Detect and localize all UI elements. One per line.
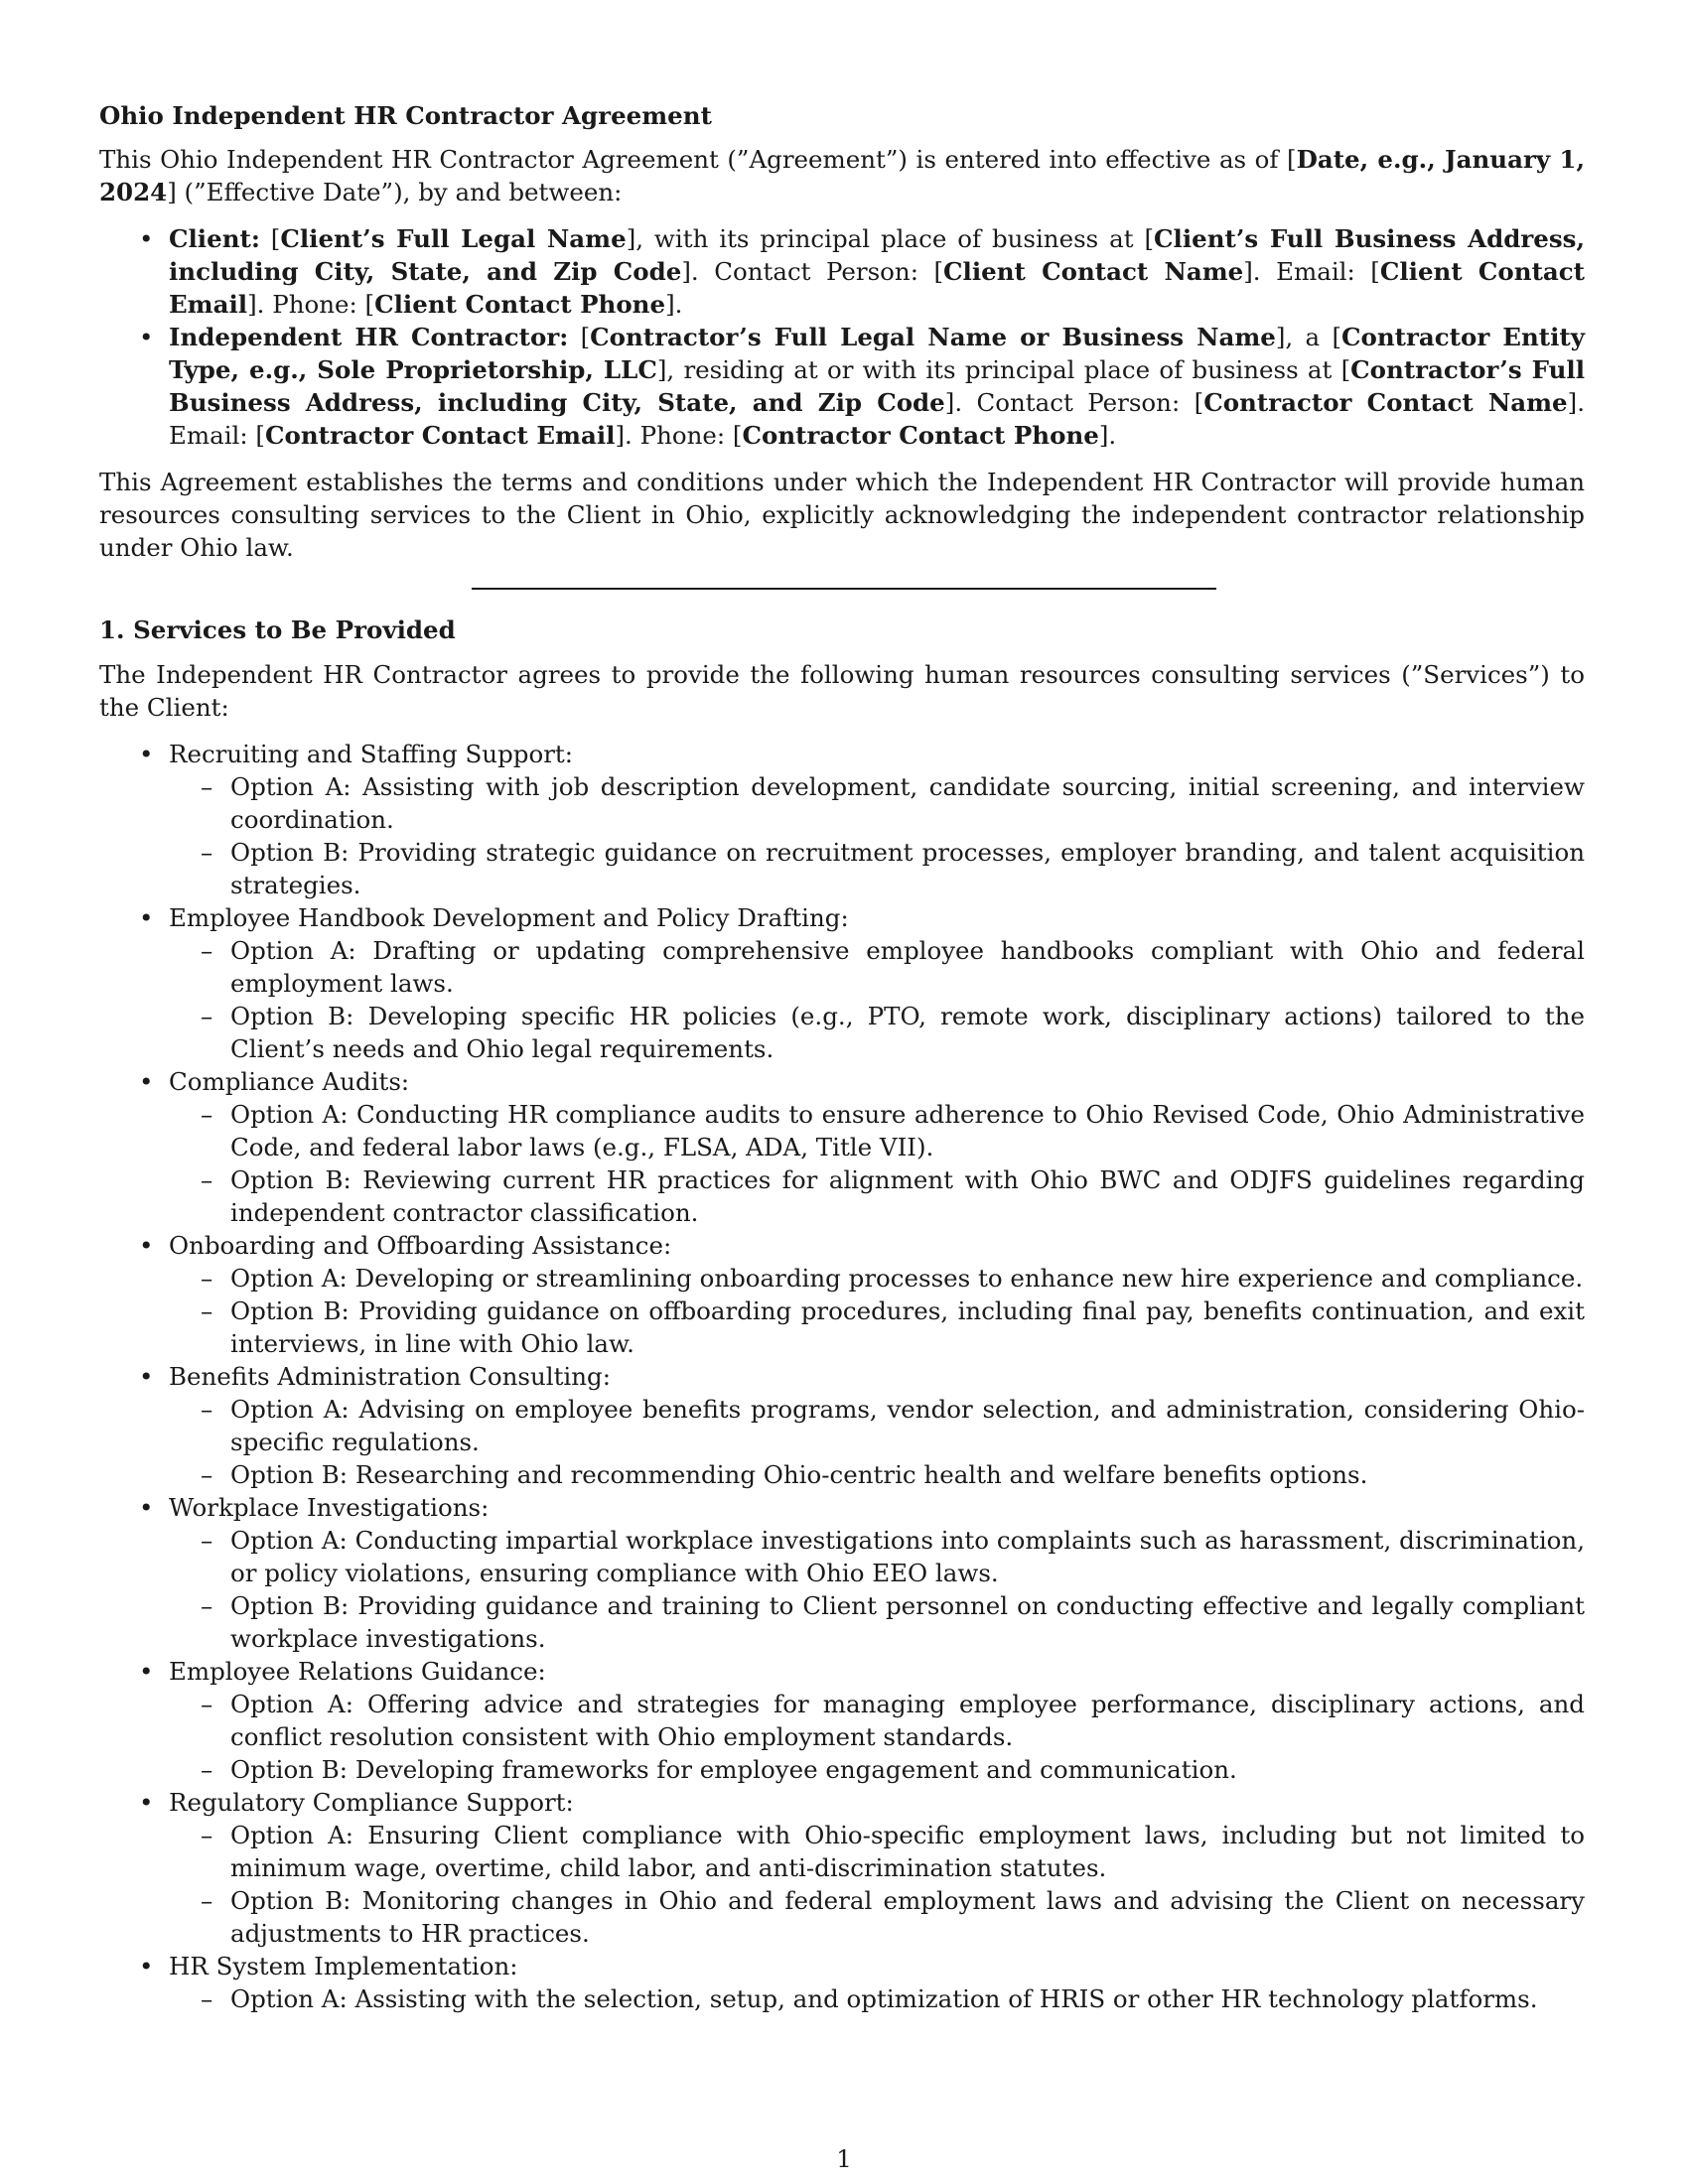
party-text: ], with its principal place of business at [ <box>626 224 1155 253</box>
service-title: Workplace Investigations: <box>169 1493 490 1522</box>
service-option-item: – Option A: Ensuring Client compliance with Ohio-specific employment laws, including but not limited to minimum wage, overtime, child labor, and anti-discrimination statutes. <box>169 1819 1585 1884</box>
service-option-item: – Option B: Providing guidance on offboarding procedures, including final pay, benefits continuation, and exit interviews, in line with Ohio law. <box>169 1295 1585 1360</box>
page-number: 1 <box>836 2144 852 2173</box>
party-text: [ <box>568 323 591 351</box>
service-item <box>99 1655 1585 1786</box>
service-item <box>99 738 1585 901</box>
service-item <box>99 1786 1585 1950</box>
contractor-address-placeholder: Contractor’s Full Business Address, including City, State, and Zip Code <box>169 355 1585 417</box>
service-title: Compliance Audits: <box>169 1067 410 1096</box>
service-options-list <box>169 1688 1585 1786</box>
contractor-name-placeholder: Contractor’s Full Legal Name or Business Name <box>590 323 1276 351</box>
service-option-item: – Option B: Monitoring changes in Ohio and federal employment laws and advising the Client on necessary adjustments to HR practices. <box>169 1884 1585 1950</box>
parties-list <box>99 222 1585 452</box>
section-heading: 1. Services to Be Provided <box>99 615 456 644</box>
service-title: Regulatory Compliance Support: <box>169 1788 574 1817</box>
service-option-item: – Option B: Researching and recommending Ohio-centric health and welfare benefits options. <box>169 1458 1585 1491</box>
intro-paragraph <box>99 143 1585 208</box>
service-option-item: – Option B: Providing strategic guidance on recruitment processes, employer branding, and talent acquisition strategies. <box>169 836 1585 901</box>
service-item <box>99 1065 1585 1229</box>
contractor-contact-name-placeholder: Contractor Contact Name <box>1203 388 1568 417</box>
client-name-placeholder: Client’s Full Legal Name <box>280 224 627 253</box>
service-options-list <box>169 1393 1585 1491</box>
service-item <box>99 1360 1585 1491</box>
party-text: ]. <box>665 290 683 319</box>
service-options-list <box>169 1524 1585 1655</box>
contractor-phone-placeholder: Contractor Contact Phone <box>742 421 1099 450</box>
service-option-item: – Option A: Assisting with job description development, candidate sourcing, initial screening, and interview coordination. <box>169 770 1585 836</box>
service-item <box>99 1229 1585 1360</box>
service-option-item: – Option A: Conducting impartial workplace investigations into complaints such as harassment, discrimination, or policy violations, ensuring compliance with Ohio EEO laws. <box>169 1524 1585 1589</box>
party-text: ]. Contact Person: [ <box>944 388 1204 417</box>
client-address-placeholder: Client’s Full Business Address, including City, State, and Zip Code <box>169 224 1585 286</box>
party-text: ], residing at or with its principal place of business at [ <box>656 355 1351 384</box>
service-options-list <box>169 770 1585 901</box>
party-text: ], a [ <box>1275 323 1342 351</box>
service-title: Employee Relations Guidance: <box>169 1657 546 1686</box>
service-option-item: – Option A: Assisting with the selection, setup, and optimization of HRIS or other HR technology platforms. <box>169 1982 1585 2015</box>
party-text: ]. Email: [ <box>169 388 1585 450</box>
service-option-item: – Option A: Offering advice and strategies for managing employee performance, disciplinary actions, and conflict resolution consistent with Ohio employment standards. <box>169 1688 1585 1753</box>
service-options-list <box>169 1819 1585 1950</box>
service-item <box>99 901 1585 1065</box>
service-title: HR System Implementation: <box>169 1952 518 1980</box>
service-options-list <box>169 1982 1585 2015</box>
service-item <box>99 1950 1585 2015</box>
effective-date-placeholder: Date, e.g., January 1, 2024 <box>99 145 1585 206</box>
party-text: [ <box>259 224 281 253</box>
party-text: ]. Email: [ <box>1243 257 1380 286</box>
intro-text: ] (”Effective Date”), by and between: <box>167 178 623 206</box>
client-contact-name-placeholder: Client Contact Name <box>943 257 1244 286</box>
services-list <box>99 738 1585 2015</box>
client-label: Client: <box>169 224 260 253</box>
intro-text: This Ohio Independent HR Contractor Agreement (”Agreement”) is entered into effective as of [ <box>99 145 1297 174</box>
service-option-item: – Option A: Developing or streamlining onboarding processes to enhance new hire experience and compliance. <box>169 1262 1585 1295</box>
service-options-list <box>169 934 1585 1065</box>
horizontal-divider <box>472 588 1216 590</box>
service-option-item: – Option A: Drafting or updating comprehensive employee handbooks compliant with Ohio and federal employment laws. <box>169 934 1585 1000</box>
party-text: ]. Phone: [ <box>247 290 375 319</box>
client-party-item <box>99 222 1585 321</box>
service-title: Recruiting and Staffing Support: <box>169 740 574 768</box>
service-options-list <box>169 1262 1585 1360</box>
contractor-entity-placeholder: Contractor Entity Type, e.g., Sole Proprietorship, LLC <box>169 323 1585 384</box>
party-text: ]. <box>1098 421 1117 450</box>
contractor-label: Independent HR Contractor: <box>169 323 569 351</box>
party-text: ]. Contact Person: [ <box>681 257 944 286</box>
purpose-paragraph: This Agreement establishes the terms and conditions under which the Independent HR Contractor will provide human resources consulting services to the Client in Ohio, explicitly acknowledging the independent contractor relationship under Ohio law. <box>99 468 1585 562</box>
service-options-list <box>169 1098 1585 1229</box>
service-option-item: – Option B: Reviewing current HR practices for alignment with Ohio BWC and ODJFS guidelines regarding independent contractor classification. <box>169 1163 1585 1229</box>
contractor-email-placeholder: Contractor Contact Email <box>265 421 616 450</box>
service-option-item: – Option A: Conducting HR compliance audits to ensure adherence to Ohio Revised Code, Ohio Administrative Code, and federal labor laws (e.g., FLSA, ADA, Title VII). <box>169 1098 1585 1163</box>
service-option-item: – Option A: Advising on employee benefits programs, vendor selection, and administration, considering Ohio-specific regulations. <box>169 1393 1585 1458</box>
service-option-item: – Option B: Developing specific HR policies (e.g., PTO, remote work, disciplinary actions) tailored to the Client’s needs and Ohio legal requirements. <box>169 1000 1585 1065</box>
contractor-party-item <box>99 321 1585 452</box>
service-title: Employee Handbook Development and Policy Drafting: <box>169 903 849 932</box>
services-intro-paragraph: The Independent HR Contractor agrees to provide the following human resources consulting services (”Services”) to the Client: <box>99 660 1585 722</box>
service-title: Benefits Administration Consulting: <box>169 1362 611 1391</box>
party-text: ]. Phone: [ <box>615 421 743 450</box>
document-title: Ohio Independent HR Contractor Agreement <box>99 101 712 130</box>
client-phone-placeholder: Client Contact Phone <box>374 290 666 319</box>
service-option-item: – Option B: Providing guidance and training to Client personnel on conducting effective and legally compliant workplace investigations. <box>169 1589 1585 1655</box>
service-option-item: – Option B: Developing frameworks for employee engagement and communication. <box>169 1753 1585 1786</box>
service-item <box>99 1491 1585 1655</box>
service-title: Onboarding and Offboarding Assistance: <box>169 1231 672 1260</box>
client-email-placeholder: Client Contact Email <box>169 257 1585 319</box>
